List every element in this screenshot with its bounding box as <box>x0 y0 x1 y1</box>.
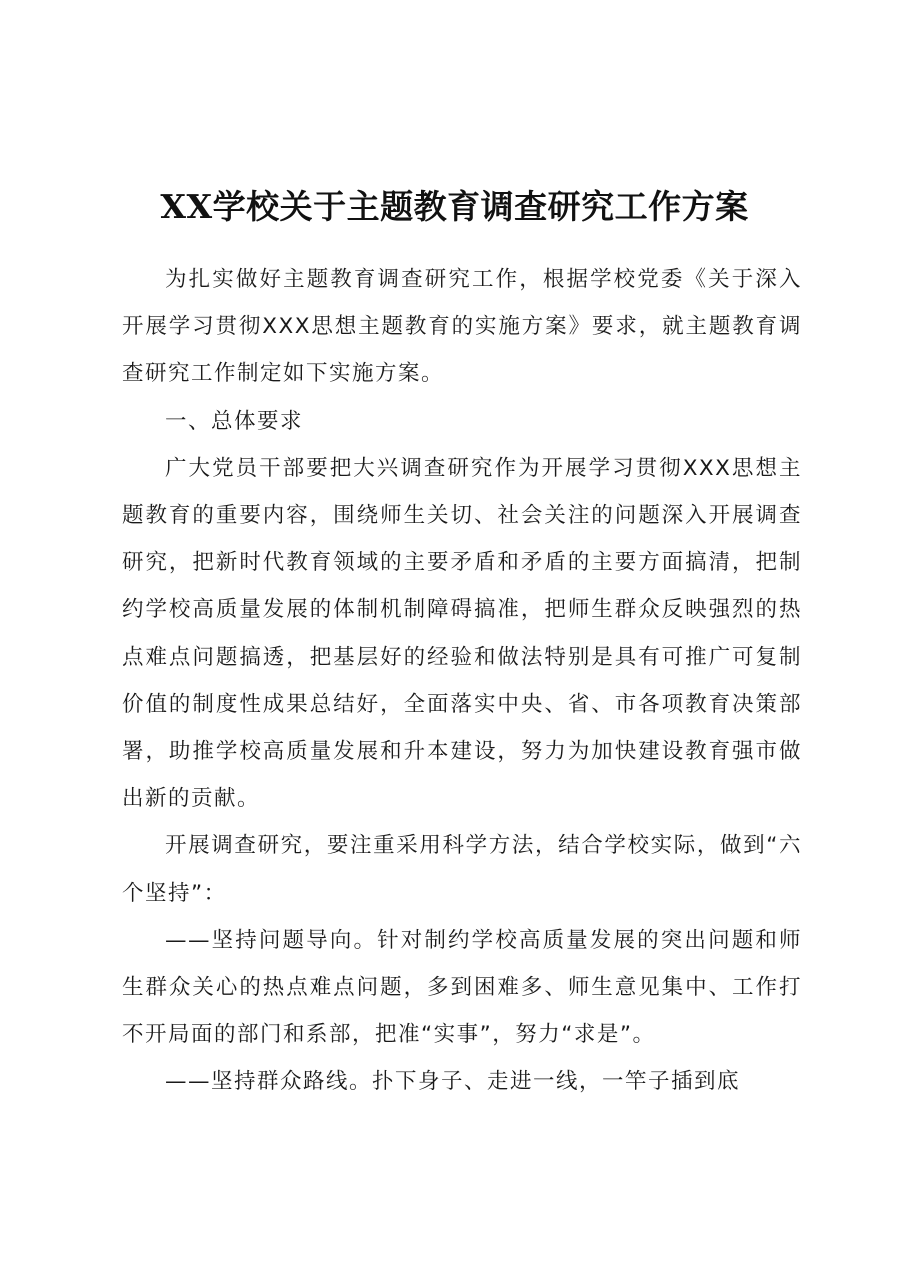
intro-paragraph: 为扎实做好主题教育调查研究工作，根据学校党委《关于深入开展学习贯彻XXX思想主题教育的实施方案》要求，就主题教育调查研究工作制定如下实施方案。 <box>122 267 802 387</box>
general-requirements-paragraph: 广大党员干部要把大兴调查研究作为开展学习贯彻XXX思想主题教育的重要内容，围绕师生关切、社会关注的问题深入开展调查研究，把新时代教育领域的主要矛盾和矛盾的主要方面搞清，把制约学校高质量发展的体制机制障碍搞准，把师生群众反映强烈的热点难点问题搞透，把基层好的经验和做法特别是具有可推广可复制价值的制度性成果总结好，全面落实中央、省、市各项教育决策部署，助推学校高质量发展和升本建设，努力为加快建设教育强市做出新的贡献。 <box>122 455 802 812</box>
document-title: XX学校关于主题教育调查研究工作方案 <box>160 187 749 226</box>
principle-problem-oriented-paragraph: ——坚持问题导向。针对制约学校高质量发展的突出问题和师生群众关心的热点难点问题，多到困难多、师生意见集中、工作打不开局面的部门和系部，把准“实事”，努力“求是”。 <box>122 927 802 1048</box>
document-body <box>122 256 802 1106</box>
methods-paragraph: 开展调查研究，要注重采用科学方法，结合学校实际，做到“六个坚持”： <box>122 833 802 906</box>
principle-mass-line-paragraph: ——坚持群众路线。扑下身子、走进一线，一竿子插到底 <box>165 1069 741 1095</box>
section-heading-general-requirements: 一、总体要求 <box>165 408 304 434</box>
